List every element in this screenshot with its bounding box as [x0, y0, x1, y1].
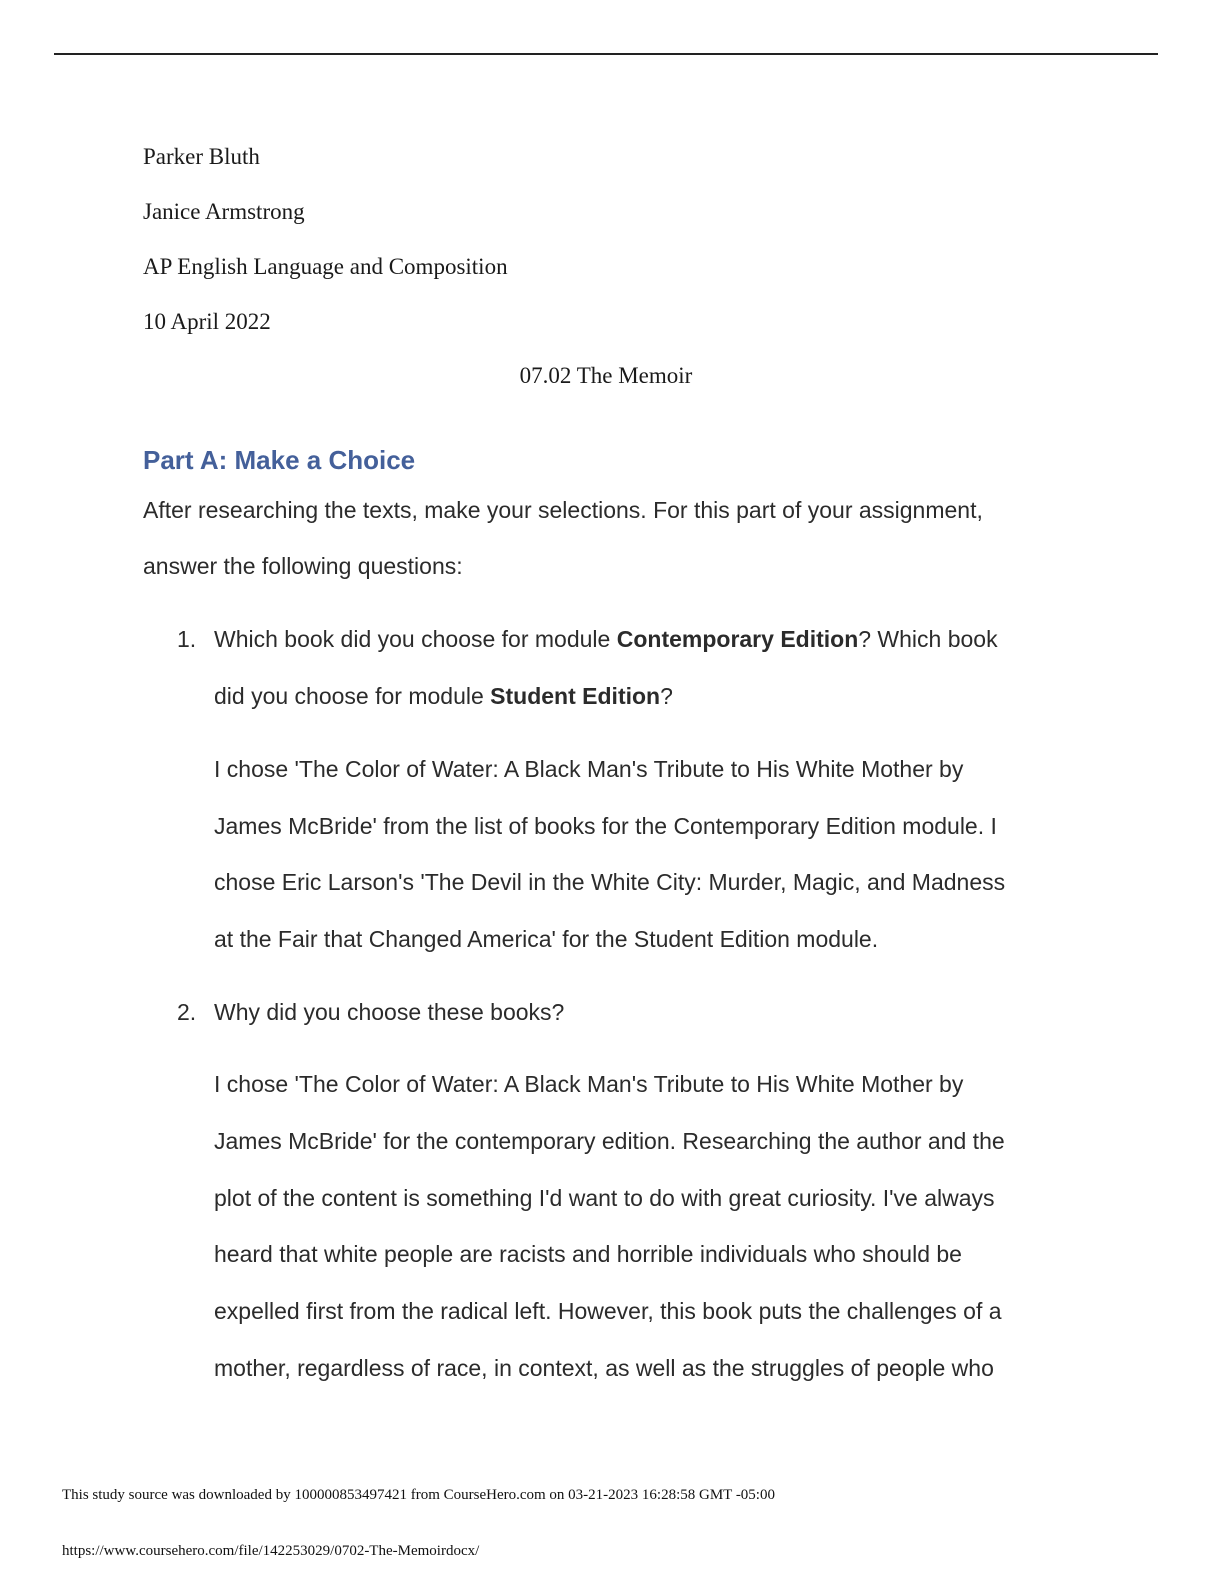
answer-line: I chose 'The Color of Water: A Black Man's Tribute to His White Mother by — [214, 756, 964, 782]
answer-line: I chose 'The Color of Water: A Black Man's Tribute to His White Mother by — [214, 1071, 964, 1097]
answer-line: heard that white people are racists and horrible individuals who should be — [214, 1241, 962, 1267]
top-rule — [54, 53, 1158, 55]
question-text: did you choose for module — [214, 683, 491, 709]
list-number: 2. — [177, 999, 197, 1025]
source-url-link[interactable]: https://www.coursehero.com/file/142253029/0702-The-Memoirdocx/ — [62, 1543, 480, 1559]
answer-line: at the Fair that Changed America' for the Student Edition module. — [214, 926, 879, 952]
question-text: ? — [660, 683, 673, 709]
module-name-bold: Student Edition — [490, 683, 661, 709]
section-heading: Part A: Make a Choice — [143, 445, 416, 475]
teacher-name: Janice Armstrong — [143, 199, 305, 224]
question-text: ? Which book — [858, 626, 998, 652]
module-name-bold: Contemporary Edition — [616, 626, 859, 652]
document-date: 10 April 2022 — [143, 309, 271, 334]
question-2: Why did you choose these books? — [214, 999, 565, 1025]
question-1-line-2 — [214, 683, 673, 710]
answer-line: chose Eric Larson's 'The Devil in the White City: Murder, Magic, and Madness — [214, 869, 1006, 895]
answer-line: mother, regardless of race, in context, as well as the struggles of people who — [214, 1355, 994, 1381]
course-name: AP English Language and Composition — [143, 254, 508, 279]
intro-line: After researching the texts, make your selections. For this part of your assignment, — [143, 497, 983, 523]
intro-line: answer the following questions: — [143, 553, 463, 579]
answer-line: expelled first from the radical left. However, this book puts the challenges of a — [214, 1298, 1002, 1324]
student-name: Parker Bluth — [143, 144, 260, 169]
list-number: 1. — [177, 626, 197, 652]
question-text: Which book did you choose for module — [214, 626, 617, 652]
question-1-line-1 — [214, 626, 998, 653]
document-title: 07.02 The Memoir — [519, 363, 693, 388]
answer-line: James McBride' for the contemporary edition. Researching the author and the — [214, 1128, 1005, 1154]
download-notice: This study source was downloaded by 100000853497421 from CourseHero.com on 03-21-2023 16:28:58 GMT -05:00 — [62, 1487, 775, 1503]
answer-line: James McBride' from the list of books for the Contemporary Edition module. I — [214, 813, 997, 839]
answer-line: plot of the content is something I'd want to do with great curiosity. I've always — [214, 1185, 995, 1211]
